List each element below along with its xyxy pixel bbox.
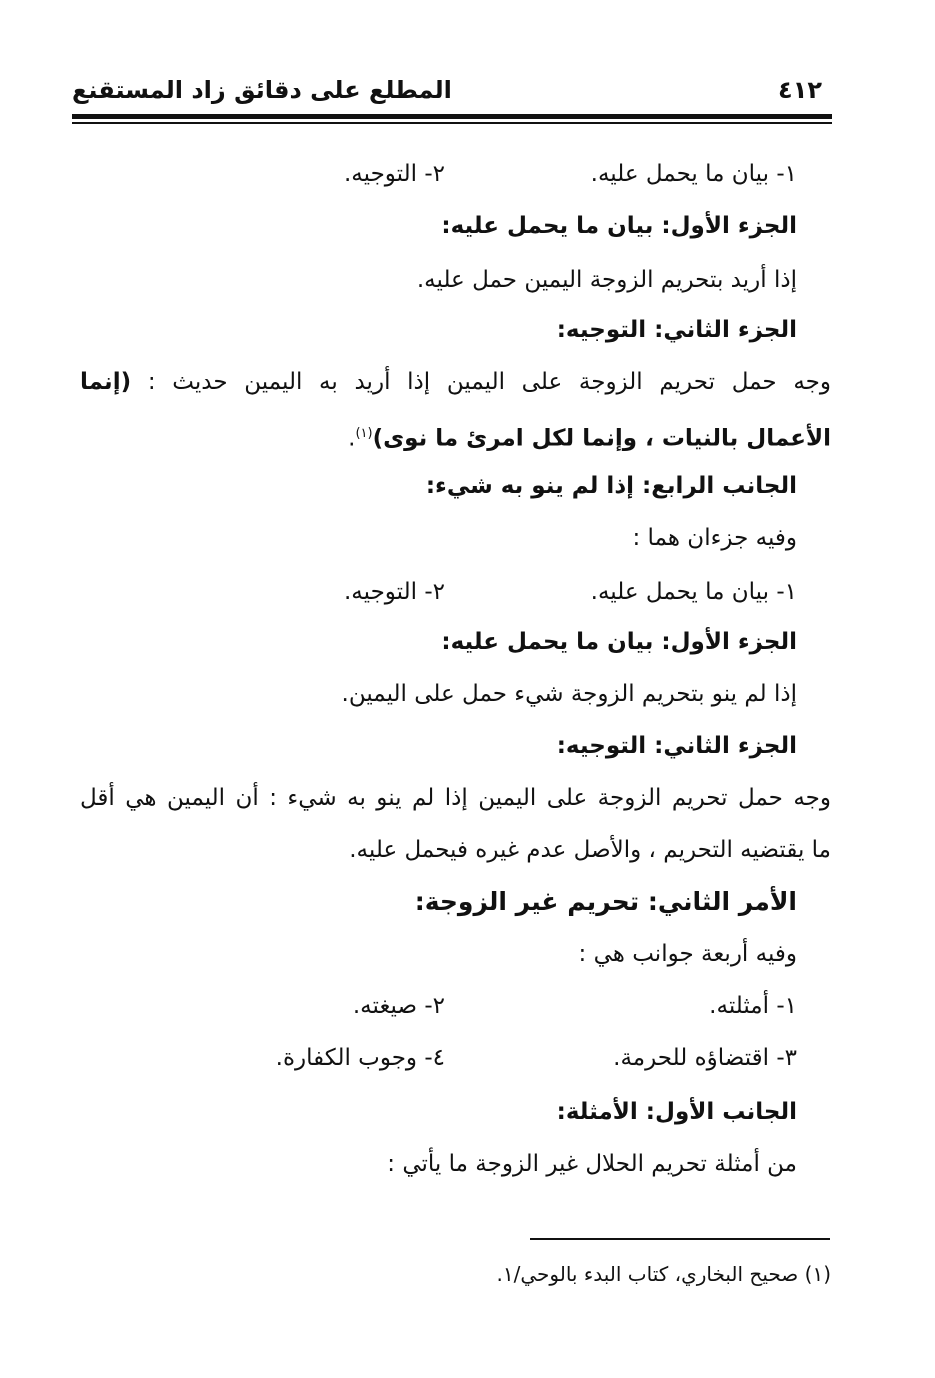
list-item: ٢- التوجيه. (344, 161, 445, 187)
section-heading: الأمر الثاني: تحريم غير الزوجة: (414, 887, 797, 916)
paragraph: إذا أريد بتحريم الزوجة اليمين حمل عليه. (416, 267, 797, 293)
paragraph-continued (348, 418, 831, 455)
paragraph: من أمثلة تحريم الحلال غير الزوجة ما يأتي : (387, 1151, 797, 1177)
list-item: ١- بيان ما يحمل عليه. (590, 579, 797, 605)
header-rule-thick (72, 114, 832, 119)
paragraph: إذا لم ينو بتحريم الزوجة شيء حمل على اليمين. (341, 681, 797, 707)
list-item: ١- بيان ما يحمل عليه. (590, 161, 797, 187)
page-number: ٤١٢ (778, 76, 822, 104)
list-item: ٣- اقتضاؤه للحرمة. (613, 1045, 797, 1071)
paragraph-continued: ما يقتضيه التحريم ، والأصل عدم غيره فيحمل عليه. (349, 837, 831, 863)
section-heading: الجانب الأول: الأمثلة: (556, 1099, 797, 1125)
book-title: المطلع على دقائق زاد المستقنع (72, 76, 452, 104)
list-item: ٤- وجوب الكفارة. (275, 1045, 445, 1071)
section-heading: الجزء الأول: بيان ما يحمل عليه: (441, 629, 797, 655)
paragraph: وجه حمل تحريم الزوجة على اليمين إذا لم ينو به شيء : أن اليمين هي أقل (80, 785, 831, 811)
list-item: ٢- صيغته. (352, 993, 445, 1019)
section-heading: الجانب الرابع: إذا لم ينو به شيء: (425, 473, 797, 499)
footnote: (١) صحيح البخاري، كتاب البدء بالوحي/١. (496, 1262, 831, 1286)
running-header (72, 76, 832, 106)
list-item: ١- أمثلته. (709, 993, 797, 1019)
header-rule-thin (72, 122, 832, 124)
footnote-rule (530, 1238, 830, 1240)
paragraph: وفيه أربعة جوانب هي : (578, 941, 797, 967)
paragraph-text: وجه حمل تحريم الزوجة على اليمين إذا أريد به اليمين حديث : (147, 369, 831, 395)
hadith-quote: (إنما (80, 369, 132, 395)
hadith-quote: الأعمال بالنيات ، وإنما لكل امرئ ما نوى) (372, 425, 831, 452)
section-heading: الجزء الثاني: التوجيه: (556, 733, 797, 759)
paragraph (80, 366, 831, 398)
footnote-ref: (١) (355, 426, 373, 441)
section-heading: الجزء الأول: بيان ما يحمل عليه: (441, 213, 797, 239)
paragraph: وفيه جزءان هما : (632, 525, 797, 551)
period: . (348, 425, 356, 452)
section-heading: الجزء الثاني: التوجيه: (556, 317, 797, 343)
list-item: ٢- التوجيه. (344, 579, 445, 605)
